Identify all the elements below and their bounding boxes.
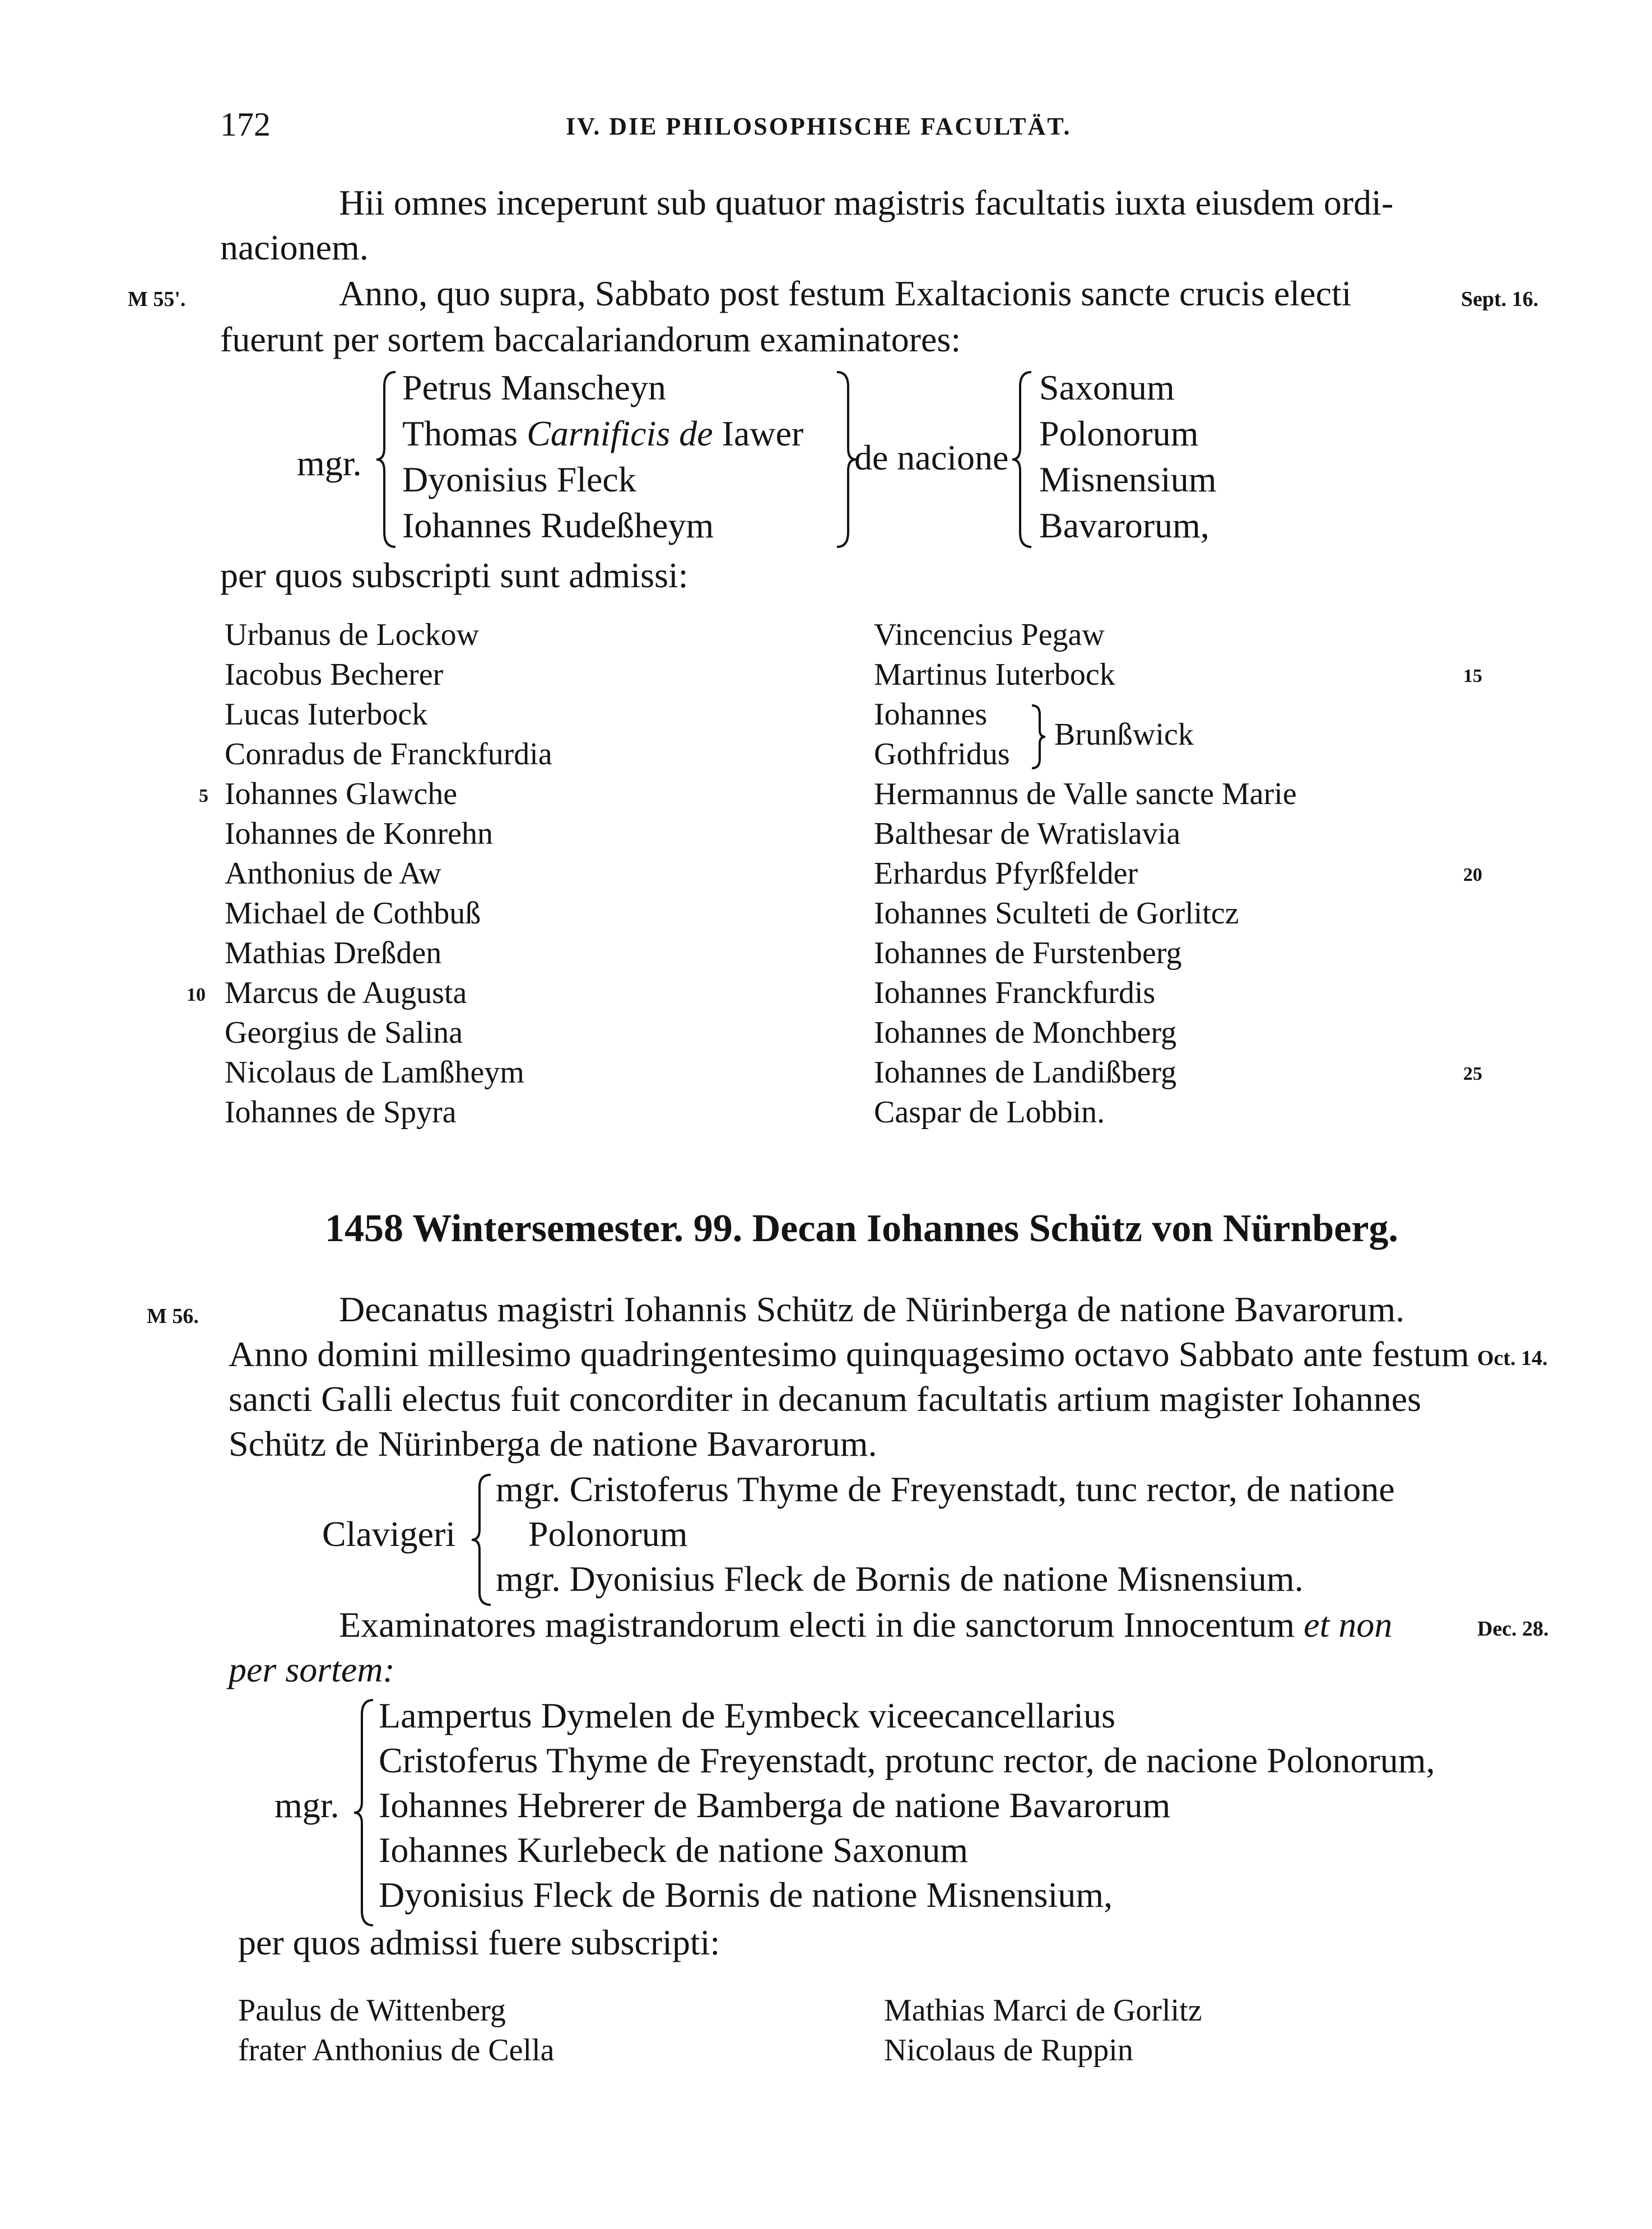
- examinator-line: Cristoferus Thyme de Freyenstadt, protunc rector, de nacione Polonorum,: [379, 1740, 1435, 1780]
- clavigeri-line: mgr. Cristoferus Thyme de Freyenstadt, tunc rector, de natione: [496, 1469, 1395, 1509]
- list-item: Michael de Cothbuß: [225, 896, 481, 931]
- list-item: Iohannes Sculteti de Gorlitcz: [874, 896, 1239, 931]
- left-brace: [375, 370, 398, 549]
- list-item: Erhardus Pfyrßfelder: [874, 856, 1138, 891]
- margin-note-right: Sept. 16.: [1461, 287, 1539, 311]
- left-brace: [471, 1473, 493, 1607]
- list-item: Iohannes Glawche: [225, 777, 458, 811]
- paragraph-line: Hii omnes inceperunt sub quatuor magistris facultatis iuxta eiusdem ordi-: [339, 183, 1394, 222]
- paragraph-line: Decanatus magistri Iohannis Schütz de Nürinberga de natione Bavarorum.: [339, 1289, 1405, 1329]
- list-item: Balthesar de Wratislavia: [874, 816, 1181, 851]
- list-item: Urbanus de Lockow: [225, 617, 480, 652]
- list-item: Iohannes: [874, 697, 988, 732]
- list-item: Caspar de Lobbin.: [874, 1095, 1105, 1130]
- paragraph-line: Anno domini millesimo quadringentesimo quinquagesimo octavo Sabbato ante festum: [229, 1334, 1469, 1374]
- list-item: Nicolaus de Ruppin: [884, 2033, 1133, 2068]
- list-item: Anthonius de Aw: [225, 856, 441, 891]
- examinator-line: Dyonisius Fleck de Bornis de natione Misnensium,: [379, 1875, 1113, 1915]
- list-item: Marcus de Augusta: [225, 976, 467, 1010]
- right-brace: [835, 370, 857, 549]
- examinator-name: Petrus Manscheyn: [402, 368, 667, 407]
- list-item: Georgius de Salina: [225, 1015, 463, 1050]
- nation: Polonorum: [1039, 414, 1199, 453]
- line-number: 25: [1463, 1064, 1482, 1084]
- section-heading: 1458 Wintersemester. 99. Decan Iohannes Schütz von Nürnberg.: [325, 1207, 1398, 1250]
- margin-note-right: Oct. 14.: [1477, 1346, 1548, 1370]
- margin-note-left: M 56.: [147, 1304, 199, 1328]
- list-item: Iacobus Becherer: [225, 657, 444, 692]
- examinator-line: Iohannes Kurlebeck de natione Saxonum: [379, 1830, 969, 1870]
- list-item: Lucas Iuterbock: [225, 697, 428, 732]
- examinator-name: Dyonisius Fleck: [402, 459, 636, 499]
- list-item: Vincencius Pegaw: [874, 617, 1105, 652]
- list-item: Iohannes de Monchberg: [874, 1015, 1177, 1050]
- list-item: Mathias Marci de Gorlitz: [884, 1993, 1202, 2028]
- clavigeri-line: Polonorum: [528, 1514, 688, 1554]
- list-item: Martinus Iuterbock: [874, 657, 1115, 692]
- list-item: Iohannes de Landißberg: [874, 1055, 1177, 1090]
- line-number: 20: [1463, 865, 1482, 885]
- examinator-line: Lampertus Dymelen de Eymbeck viceecancellarius: [379, 1696, 1115, 1735]
- list-item: Nicolaus de Lamßheym: [225, 1055, 524, 1090]
- nation: Saxonum: [1039, 368, 1175, 407]
- margin-note-right: Dec. 28.: [1477, 1617, 1549, 1641]
- line-number: 15: [1463, 666, 1482, 686]
- list-item: Hermannus de Valle sancte Marie: [874, 777, 1297, 811]
- paragraph-line: Anno, quo supra, Sabbato post festum Exaltacionis sancte crucis electi: [339, 273, 1352, 313]
- right-brace: [1030, 703, 1046, 770]
- clavigeri-line: mgr. Dyonisius Fleck de Bornis de natione Misnensium.: [496, 1559, 1304, 1599]
- paragraph-line: sancti Galli electus fuit concorditer in decanum facultatis artium magister Iohannes: [229, 1379, 1422, 1419]
- list-item: frater Anthonius de Cella: [238, 2033, 555, 2068]
- nation: Misnensium: [1039, 459, 1217, 499]
- left-brace: [353, 1698, 375, 1928]
- left-brace: [1011, 370, 1034, 549]
- nation-label: de nacione: [854, 438, 1009, 477]
- list-item: Iohannes Franckfurdis: [874, 976, 1156, 1010]
- paragraph-line: nacionem.: [220, 227, 369, 267]
- paragraph-line: Schütz de Nürinberga de natione Bavarorum.: [229, 1424, 877, 1464]
- nation: Bavarorum,: [1039, 505, 1209, 545]
- list-item: Iohannes de Konrehn: [225, 816, 493, 851]
- admitted-intro: per quos admissi fuere subscripti:: [238, 1922, 720, 1962]
- examinator-name: Thomas Carnificis de Iawer: [402, 414, 804, 453]
- list-item: Conradus de Franckfurdia: [225, 737, 552, 772]
- examinator-name: Iohannes Rudeßheym: [402, 505, 714, 545]
- line-number: 10: [187, 985, 206, 1005]
- paragraph-line: per sortem:: [229, 1650, 395, 1689]
- clavigeri-label: Clavigeri: [322, 1514, 456, 1554]
- paragraph-line: Examinatores magistrandorum electi in die sanctorum Innocentum et non: [339, 1605, 1393, 1645]
- list-item: Iohannes de Spyra: [225, 1095, 457, 1130]
- paragraph-line: fuerunt per sortem baccalariandorum examinatores:: [220, 319, 961, 359]
- examinator-line: Iohannes Hebrerer de Bamberga de natione Bavarorum: [379, 1785, 1171, 1825]
- running-title: IV. DIE PHILOSOPHISCHE FACULTÄT.: [566, 113, 1072, 140]
- list-item: Gothfridus: [874, 737, 1010, 772]
- list-item: Iohannes de Furstenberg: [874, 936, 1182, 970]
- examinators-prefix: mgr.: [297, 443, 362, 483]
- admitted-intro: per quos subscripti sunt admissi:: [220, 555, 688, 595]
- brace-label: Brunßwick: [1054, 717, 1194, 752]
- list-item: Mathias Dreßden: [225, 936, 442, 970]
- line-number: 5: [199, 786, 208, 806]
- page-number: 172: [220, 106, 271, 143]
- list-item: Paulus de Wittenberg: [238, 1993, 506, 2028]
- margin-note-left: M 55'.: [128, 287, 186, 311]
- examinators-prefix: mgr.: [274, 1785, 339, 1825]
